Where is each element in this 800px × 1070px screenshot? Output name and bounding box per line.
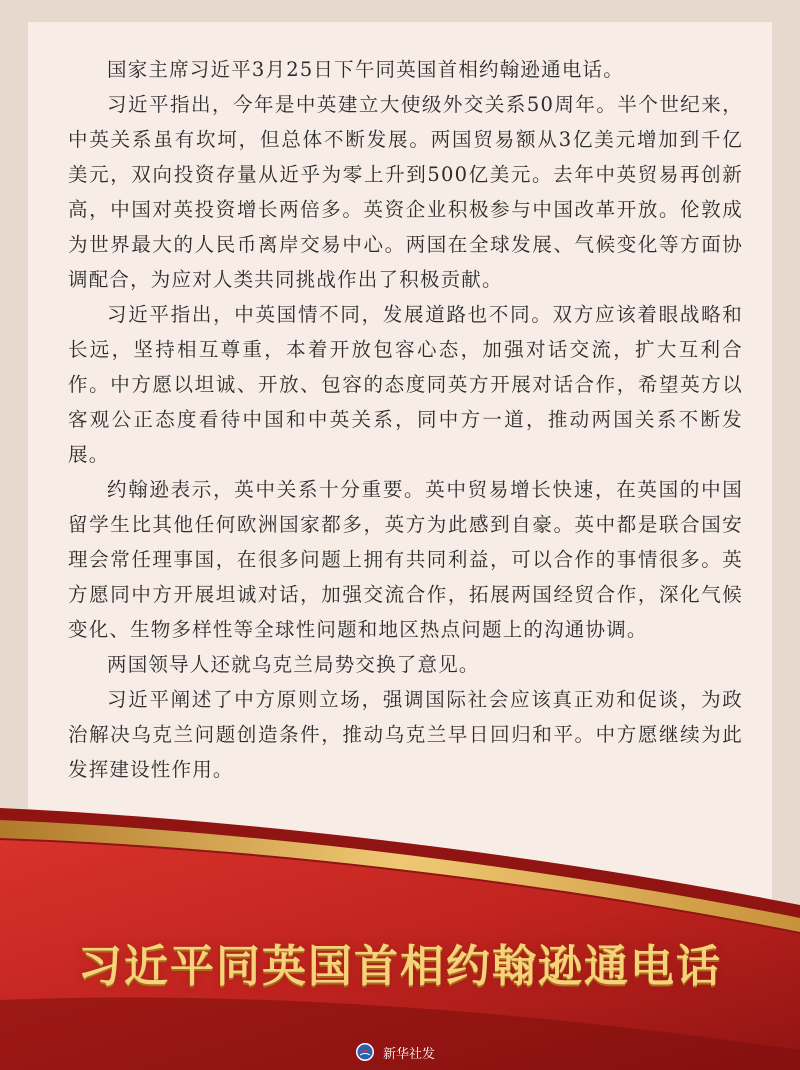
paragraph-1: 国家主席习近平3月25日下午同英国首相约翰逊通电话。 xyxy=(107,58,624,81)
credit-line xyxy=(355,1040,435,1064)
headline-title: 习近平同英国首相约翰逊通电话 xyxy=(78,941,722,992)
paragraph-4: 约翰逊表示，英中关系十分重要。英中贸易增长快速，在英国的中国留学生比其他任何欧洲国家都多，英方为此感到自豪。英中都是联合国安理会常任理事国，在很多问题上拥有共同利益，可以合作的事情很多。英方愿同中方开展坦诚对话，加强交流合作，拓展两国经贸合作，深化气候变化、生物多样性等全球性问题和地区热点问题上的沟通协调。 xyxy=(68,478,743,641)
paragraph-2: 习近平指出，今年是中英建立大使级外交关系50周年。半个世纪来，中英关系虽有坎坷，但总体不断发展。两国贸易额从3亿美元增加到千亿美元，双向投资存量从近乎为零上升到500亿美元。去年中英贸易再创新高，中国对英投资增长两倍多。英资企业积极参与中国改革开放。伦敦成为世界最大的人民币离岸交易中心。两国在全球发展、气候变化等方面协调配合，为应对人类共同挑战作出了积极贡献。 xyxy=(68,93,743,291)
paragraph-6: 习近平阐述了中方原则立场，强调国际社会应该真正劝和促谈，为政治解决乌克兰问题创造条件，推动乌克兰早日回归和平。中方愿继续为此发挥建设性作用。 xyxy=(68,688,743,781)
paragraph-3: 习近平指出，中英国情不同，发展道路也不同。双方应该着眼战略和长远，坚持相互尊重，本着开放包容心态，加强对话交流，扩大互利合作。中方愿以坦诚、开放、包容的态度同英方开展对话合作，希望英方以客观公正态度看待中国和中英关系，同中方一道，推动两国关系不断发展。 xyxy=(68,303,743,466)
xinhua-globe-icon xyxy=(355,1042,375,1062)
paragraph-5: 两国领导人还就乌克兰局势交换了意见。 xyxy=(107,653,480,676)
agency-credit: 新华社发 xyxy=(383,1046,436,1062)
